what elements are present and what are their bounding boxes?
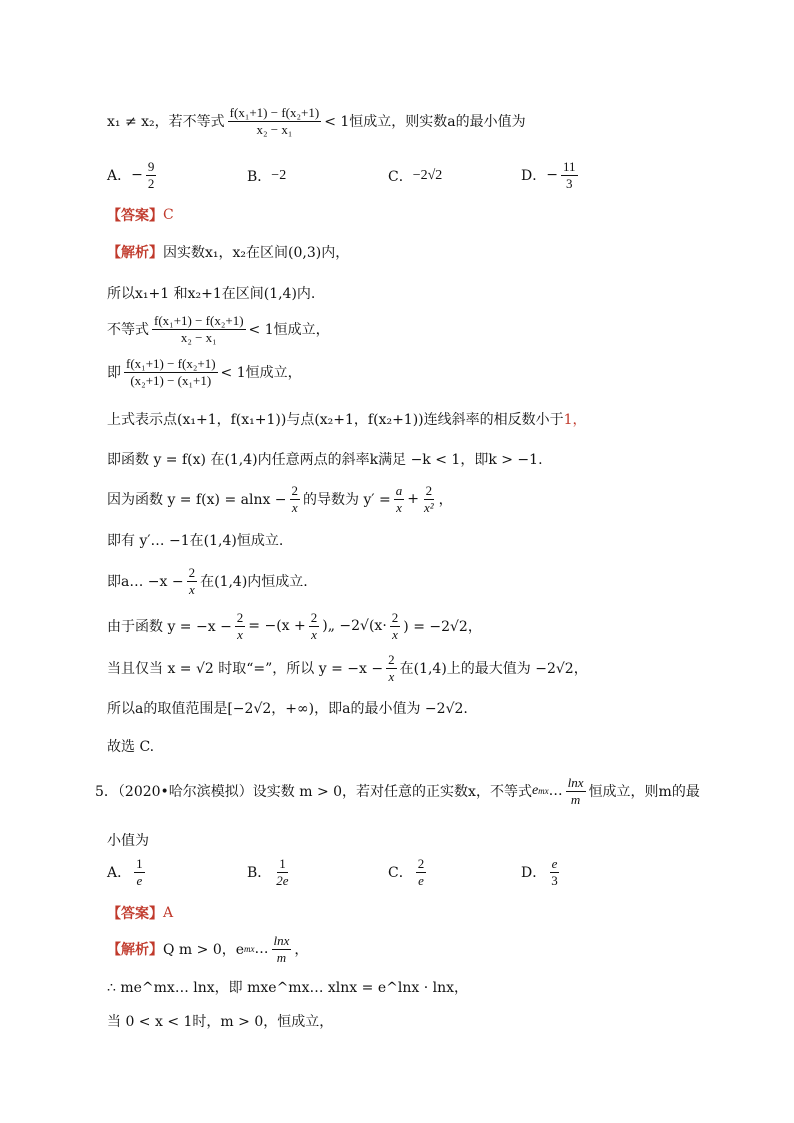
q4-option-b: B． −2 xyxy=(247,168,287,185)
q4-analysis-line-7: 因为函数 y = f(x) = alnx − $\frac{2}{x}$ 的导数为 y′ = $\frac{a}{x}$ + $\frac{2}{\text{x²}}$ ， xyxy=(107,483,453,515)
q4-analysis-line-9: 即a… −x − $\frac{2}{x}$ 在(1,4)内恒成立. xyxy=(107,565,308,597)
q4-answer: 【答案】 C xyxy=(107,207,174,224)
q5-analysis-line-2: ∴ me^mx… lnx，即 mxe^mx… xlnx = e^lnx · lnx， xyxy=(107,980,468,996)
q5-option-d: D． $\frac{e}{3}$ xyxy=(521,856,558,888)
q4-option-d: D． − $\frac{11}{3}$ xyxy=(521,159,576,191)
q5-stem-line-2: 小值为 xyxy=(107,833,149,849)
q4-stem-fraction: $\frac{\text{f(x₁+1) − f(x₂+1)}}{\text{x₂ − x₁}}$ xyxy=(229,105,320,137)
q4-analysis-line-2: 所以x₁+1 和x₂+1在区间(1,4)内. xyxy=(107,286,316,302)
q4-analysis-line-3: 不等式 $\frac{\text{f(x₁+1) − f(x₂+1)}}{\text{x₂ − x₁}}$ < 1恒成立， xyxy=(107,313,330,345)
q5-option-c: C． $\frac{2}{e}$ xyxy=(388,856,425,888)
q4-analysis-line-5: 上式表示点(x₁+1，f(x₁+1))与点(x₂+1，f(x₂+1))连线斜率的相反数小于 1， xyxy=(107,412,587,428)
q5-analysis-line-1: 【解析】 Q m > 0，e mx … $\frac{\ln x}{m}$ ， xyxy=(107,933,309,965)
q4-analysis-line-6: 即函数 y = f(x) 在(1,4)内任意两点的斜率k满足 −k < 1，即k > −1. xyxy=(107,452,543,468)
q5-analysis-line-3: 当 0 < x < 1时，m > 0，恒成立， xyxy=(107,1014,334,1030)
q4-option-a: A． − $\frac{9}{2}$ xyxy=(107,159,155,191)
q4-analysis-line-8: 即有 y′… −1在(1,4)恒成立. xyxy=(107,533,284,549)
q5-option-a: A． $\frac{1}{e}$ xyxy=(107,856,143,888)
q5-option-b: B． $\frac{1}{2e}$ xyxy=(247,856,289,888)
q4-analysis-line-12: 所以a的取值范围是[−2√2，+∞)，即a的最小值为 −2√2. xyxy=(107,701,468,717)
q5-answer: 【答案】 A xyxy=(107,905,174,922)
q4-analysis-line-11: 当且仅当 x = √2 时取“=”，所以 y = −x − $\frac{2}{x}$ 在(1,4)上的最大值为 −2√2， xyxy=(107,652,588,684)
q4-stem-pre: x₁ ≠ x₂，若不等式 xyxy=(107,114,225,131)
q4-analysis-line-13: 故选 C. xyxy=(107,739,155,755)
q4-analysis-line-1: 【解析】 因实数x₁，x₂在区间(0,3)内， xyxy=(107,245,350,261)
q5-stem-line: 5．（2020•哈尔滨模拟）设实数 m > 0，若对任意的正实数x，不等式 e mx … $\frac{\ln x}{m}$ 恒成立，则m的最 xyxy=(95,775,700,807)
q4-stem-line xyxy=(107,106,526,136)
q4-analysis-line-10: 由于函数 y = −x − $\frac{2}{x}$ = −(x + $\frac{2}{x}$ )„ −2√(x· $\frac{2}{x}$ ) = −2√2， xyxy=(107,610,482,642)
q4-option-c: C． −2√2 xyxy=(388,168,443,185)
q4-stem-post: < 1恒成立，则实数a的最小值为 xyxy=(324,114,526,131)
q4-analysis-line-4: 即 $\frac{\text{f(x₁+1) − f(x₂+1)}}{\text{(x₂+1) − (x₁+1)}}$ < 1恒成立， xyxy=(107,356,302,388)
